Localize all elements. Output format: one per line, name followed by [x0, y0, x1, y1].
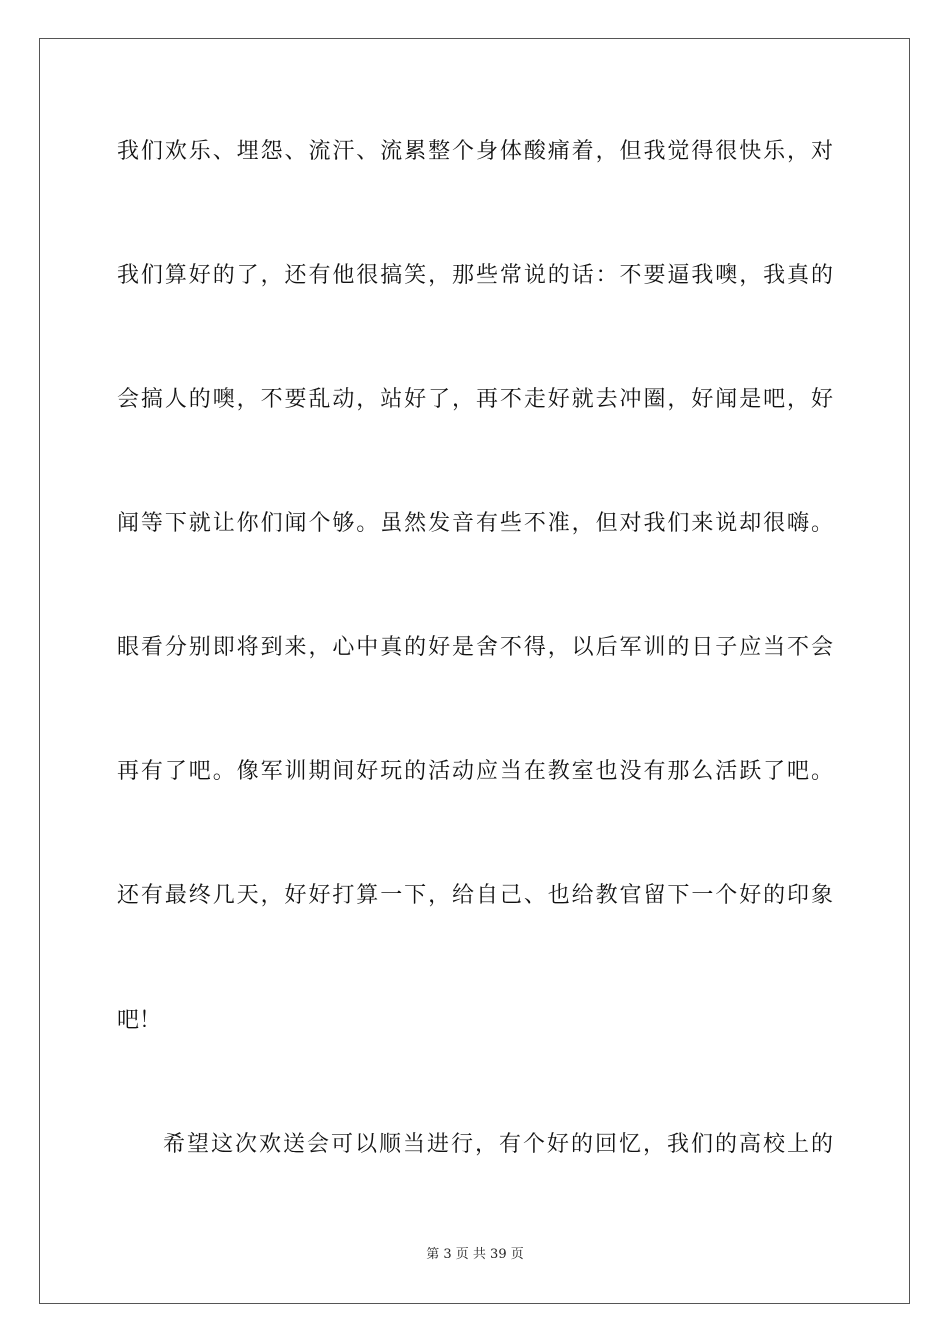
paragraph-line: 希望这次欢送会可以顺当进行，有个好的回忆，我们的高校上的 [163, 1132, 833, 1157]
paragraph-line: 再有了吧。像军训期间好玩的活动应当在教室也没有那么活跃了吧。 [117, 759, 833, 784]
page-number-footer: 第 3 页 共 39 页 [426, 1247, 524, 1262]
paragraph-line: 我们算好的了，还有他很搞笑，那些常说的话：不要逼我噢，我真的 [117, 263, 833, 288]
paragraph-line: 闻等下就让你们闻个够。虽然发音有些不准，但对我们来说却很嗨。 [117, 511, 833, 536]
paragraph-line: 吧！ [117, 1008, 162, 1033]
paragraph-line: 眼看分别即将到来，心中真的好是舍不得，以后军训的日子应当不会 [117, 635, 833, 660]
paragraph-line: 我们欢乐、埋怨、流汗、流累整个身体酸痛着，但我觉得很快乐，对 [117, 139, 833, 164]
paragraph-line: 还有最终几天，好好打算一下，给自己、也给教官留下一个好的印象 [117, 883, 833, 908]
page-border [39, 38, 910, 1304]
paragraph-line: 会搞人的噢，不要乱动，站好了，再不走好就去冲圈，好闻是吧，好 [117, 387, 833, 412]
